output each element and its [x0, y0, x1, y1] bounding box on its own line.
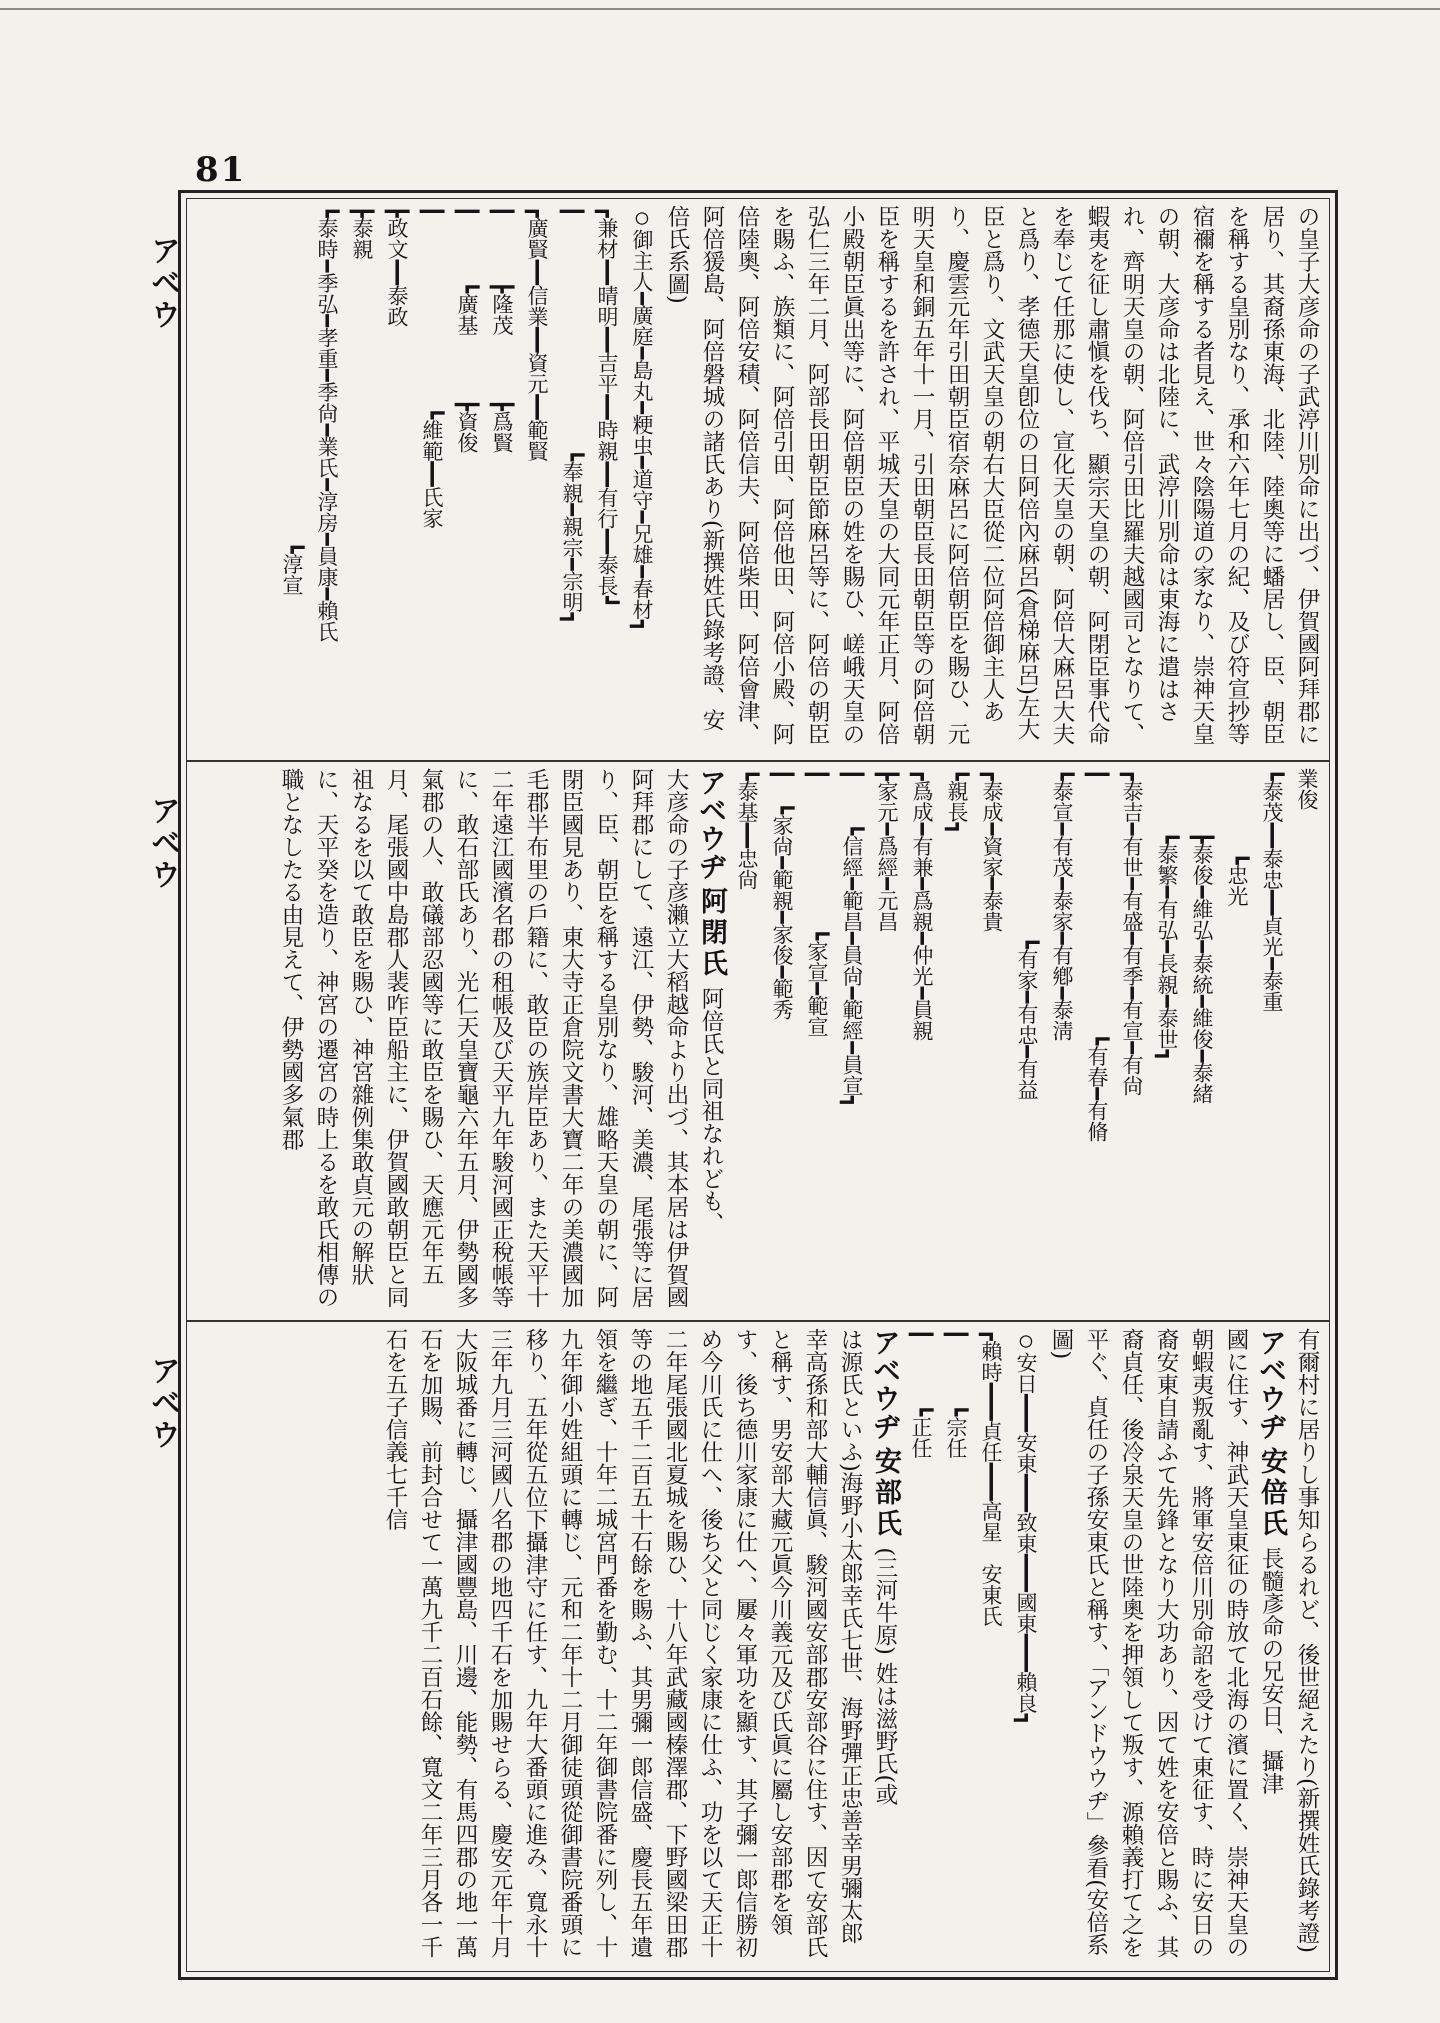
band2-genealogy-line: ┃ ┗家尙━範親━家俊━範秀 [770, 768, 794, 1021]
band2-genealogy-line: ┃ ┗有春━有脩 [1085, 768, 1109, 1142]
band1-genealogy-line: ┏廣賢━━信業━━資元━━範賢 [525, 205, 549, 462]
band2-genealogy-line: ┗親長┓ [945, 768, 969, 836]
entry-clan-name: 安倍氏 [1256, 1447, 1287, 1541]
band2-genealogy-line: ┗泰繁━有弘━長親━泰世┓ [1155, 768, 1179, 1063]
band-divider-1 [186, 760, 1330, 762]
band1-paragraph: の皇子大彦命の子武渟川別命に出づ、伊賀國阿拜郡に居り、其裔孫東海、北陸、陸奧等に蟠居し、臣、朝臣を稱する皇別なり、承和六年七月の紀、及び符宣抄等宿禰を稱する者見え、世々陰陽道の家なり、崇神天皇の朝、大彦命は北陸に、武渟川別命は東海に遣はされ、齊明天皇の朝、阿倍引田比羅夫越國司となりて、蝦夷を征し肅愼を伐ち、顯宗天皇の朝、阿閉臣事代命を奉じて任那に使し、宣化天皇の朝、阿倍大麻呂大夫と爲り、孝德天皇卽位の日阿倍內麻呂(倉梯麻呂)左大臣と爲り、文武天皇の朝右大臣從二位阿倍御主人あり、慶雲元年引田朝臣宿奈麻呂に阿倍朝臣を賜ひ、元明天皇和銅五年十一月、引田朝臣長田朝臣等の阿倍朝臣を稱するを許され、平城天皇の大同元年正月、阿倍小殿朝臣眞出等に、阿倍朝臣の姓を賜ひ、嵯峨天皇の弘仁三年二月、阿部長田朝臣節麻呂等に、阿倍の朝臣を賜ふ、族類に、阿倍引田、阿倍他田、阿倍小殿、阿倍陸奧、阿倍安積、阿倍信夫、阿倍柴田、阿倍會津、阿倍猨島、阿倍磐城の諸氏あり(新撰姓氏錄考證、安倍氏系圖) [664, 205, 1320, 745]
top-scan-line [0, 8, 1440, 10]
band1-genealogy-line: ┃ ┗奉親━親宗━宗明┓ [560, 205, 584, 626]
entry-kana-head: アベウヂ [695, 768, 728, 880]
band2-genealogy-line: ┃ ┗信經━範昌━員尙━範經━員宣┓ [840, 768, 864, 1109]
entry-kana-head: アベウヂ [869, 1328, 902, 1440]
band2-genealogy-line: ┗泰宣━有茂━泰家━有鄕━泰淸 [1050, 768, 1074, 1042]
band2-genealogy-line: ┗有家━有忠━有益 [1015, 768, 1039, 1100]
band3-genealogy-line: ○安日━━━安東━━━致東━━━國東━━━賴良┓ [1014, 1328, 1038, 1727]
band2-genealogy-line: ┃ ┗家宣━範宣 [805, 768, 829, 1037]
band2-paragraph: 大彦命の子彦瀨立大稻越命より出づ、其本居は伊賀國阿拜郡にして、遠江、伊勢、駿河、美濃、尾張等に居り、臣、朝臣を稱する皇別なり、雄略天皇の朝に、阿閉臣國見あり、東大寺正倉院文書大寶二年の美濃國加毛郡半布里の戶籍に、敢臣の族岸臣あり、また天平十二年遠江國濱名郡の租帳及び天平九年駿河國正稅帳等に、敢石部氏あり、光仁天皇寶龜六年五月、伊勢國多氣郡の人、敢礒部忍國等に敢臣を賜ひ、天應元年五月、尾張國中島郡人裴咋臣船主に、伊賀國敢朝臣と同祖なるを以て敢臣を賜ひ、神宮雜例集敢貞元の解狀に、天平癸を造り、神宮の遷宮の時上るを敢氏相傳の職となしたる由見えて、伊勢國多氣郡 [278, 768, 689, 1308]
band-2 [192, 768, 1324, 1313]
band2-genealogy-line: ┏爲成━有兼━爲親━仲光━員親 [910, 768, 934, 1042]
side-header-3: アベウ [145, 1355, 180, 1451]
band1-genealogy-line: ┣泰親 [350, 205, 374, 260]
band2-genealogy-line: ┏泰吉━有世━有盛━有季━有宣━有尙 [1120, 768, 1144, 1096]
band2-genealogy-line: ┏泰成━資家━泰貴 [980, 768, 1004, 932]
band1-genealogy-line: ┏兼材━━晴明━━吉平━━時親━━有行━━泰長┛ [595, 205, 619, 609]
band-1 [192, 205, 1324, 753]
band2-genealogy-line: 業俊 [1295, 768, 1319, 810]
band2-genealogy-line: ┗泰基━━忠尙 [735, 768, 759, 890]
band3-genealogy-line: ┏賴時━━━貞任━━━高星 安東氏 [979, 1328, 1003, 1627]
band1-genealogy-line: ┃ ┗維範━━氏家 [420, 205, 444, 529]
band2-genealogy-line: ┗忠光 [1225, 768, 1249, 907]
band3-entry2-heading [867, 1328, 903, 1964]
band2-genealogy-line: ┣泰俊━維弘━泰統━維俊━泰緒 [1190, 768, 1214, 1105]
band-3 [192, 1328, 1324, 1964]
band1-genealogy-line: ┣政文━━泰政 [385, 205, 409, 327]
band3-entry2-text: は源氏といふ)海野小太郎幸氏七世、海野彈正忠善幸男彌太郎幸高孫和部大輔信眞、駿河國安部郡安部谷に住す、因て安部氏と稱す、男安部大藏元眞今川義元及び氏眞に屬し安部郡を領す、後ち德川家康に仕へ、屢々軍功を顯す、其子彌一郞信勝初め今川氏に仕へ、後ち父と同じく家康に仕ふ、功を以て天正十二年尾張國北夏城を賜ひ、十八年武藏國榛澤郡、下野國梁田郡等の地五千二百五十石餘を賜ふ、其男彌一郞信盛、慶長五年遺領を繼ぎ、十年二城宮門番を勤む、十二年御書院番に列し、十九年御小姓組頭に轉じ、元和二年十二月御徒頭從御書院番頭に移り、五年從五位下攝津守に任す、九年大番頭に進み、寬永十三年九月三河國八名郡の地四千石を加賜せらる、慶安元年十月大阪城番に轉じ、攝津國豐島、川邊、能勢、有馬四郡の地一萬石を加賜、前封合せて一萬九千二百石餘、寬文二年三月各一千石を五子信義七千信 [382, 1328, 863, 1958]
band3-entry1-text: 國に住す、神武天皇東征の時放て北海の濱に置く、崇神天皇の朝蝦夷叛亂す、將軍安倍川別命詔を受けて東征す、時に安日の裔安東自請ふて先鋒となり大功あり、因て姓を安倍と賜ふ、其裔貞任、後冷泉天皇の世陸奧を押領して叛す、源賴義打て之を平ぐ、貞任の子孫安東氏と稱す、「アンドウウヂ」參看(安倍系圖) [1048, 1328, 1249, 1958]
entry-kana-head: アベウヂ [1255, 1328, 1288, 1440]
entry-note: (三河牛原) 姓は滋野氏(或 [872, 1547, 898, 1806]
band2-genealogy-line: ┗泰茂━━泰忠━━貞光━泰重 [1260, 768, 1284, 1012]
side-header-2: アベウ [145, 795, 180, 891]
entry-clan-name: 安部氏 [870, 1447, 901, 1541]
band1-genealogy-line: ○御主人━廣庭━島丸━粳虫━道守━兄雄━春材┓ [630, 205, 654, 633]
band2-genealogy-line: ┣家元━爲經━元昌 [875, 768, 899, 932]
band3-lead: 有爾村に居りし事知らるれど、後世絕えたり(新撰姓氏錄考證) [1294, 1328, 1320, 1954]
band1-genealogy-line: ┃ ┣隆茂 ┣爲賢 [490, 205, 514, 453]
band3-genealogy-line: ┃ ┗正任 [909, 1328, 933, 1459]
band3-genealogy-line: ┃ ┗宗任 [944, 1328, 968, 1459]
band3-entry1-heading [1253, 1328, 1289, 1964]
entry-note: 長髓彥命の兄安日、攝津 [1258, 1547, 1284, 1795]
band-divider-2 [186, 1320, 1330, 1322]
band1-genealogy-line: ┃ ┗廣基 ┣資俊 [455, 205, 479, 453]
entry-clan-name: 阿閉氏 [696, 887, 727, 981]
entry-note: 阿倍氏と同祖なれども、 [698, 987, 724, 1235]
band1-genealogy-line: ┗淳宣 [280, 205, 304, 596]
band1-genealogy-line: ┗泰時━季弘━孝重━季尙━業氏━淳房━員康━賴氏 [315, 205, 339, 643]
side-header-1: アベウ [145, 235, 180, 331]
band2-entry-heading [693, 768, 729, 1313]
page-number: 81 [195, 150, 247, 190]
